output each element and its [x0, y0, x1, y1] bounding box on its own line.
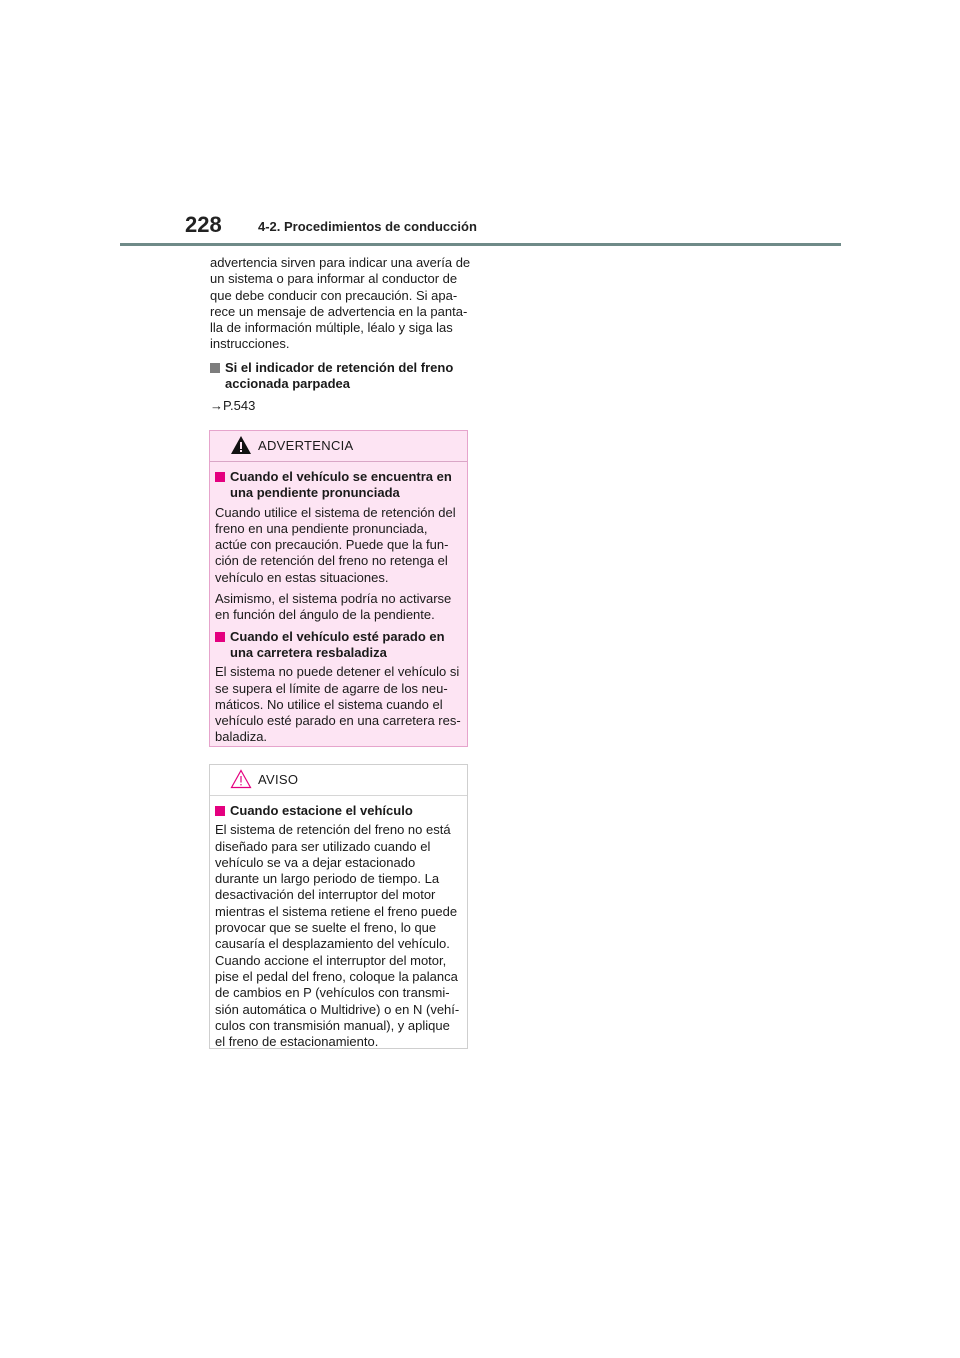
text-line: culos con transmisión manual), y aplique: [215, 1017, 450, 1033]
warning-paragraph: [215, 591, 462, 624]
warning-paragraph: [215, 505, 462, 586]
bullet-square-icon: [210, 363, 220, 373]
text-line: rece un mensaje de advertencia en la panta-: [210, 303, 468, 319]
intro-paragraph: [210, 255, 472, 353]
caution-header: [210, 765, 467, 796]
warning-triangle-icon: [230, 435, 252, 455]
warning-header: [210, 431, 467, 462]
text-line: causaría el desplazamiento del vehículo.: [215, 936, 450, 952]
text-line: sión automática o Multidrive) o en N (vehí-: [215, 1001, 460, 1017]
warning-body: [210, 462, 467, 746]
text-line: lla de información múltiple, léalo y siga las: [210, 320, 453, 336]
intro-column: [210, 255, 472, 415]
header-rule: [120, 243, 841, 246]
text-line: vehículo esté parado en una carretera res-: [215, 713, 461, 729]
subheading-line: Cuando el vehículo se encuentra en: [230, 469, 452, 484]
warning-subheading: [215, 629, 462, 662]
subheading-line: Cuando estacione el vehículo: [230, 803, 413, 818]
caution-triangle-icon: [230, 769, 252, 789]
text-line: en función del ángulo de la pendiente.: [215, 607, 435, 623]
text-line: freno en una pendiente pronunciada,: [215, 520, 428, 536]
text-line: instrucciones.: [210, 336, 290, 352]
text-line: máticos. No utilice el sistema cuando el: [215, 696, 443, 712]
text-line: vehículo se va a dejar estacionado: [215, 854, 416, 870]
caution-box: [209, 764, 468, 1049]
caution-title: AVISO: [258, 772, 299, 787]
warning-title: ADVERTENCIA: [258, 438, 354, 453]
text-line: Asimismo, el sistema podría no activarse: [215, 591, 452, 607]
caution-body: [210, 796, 467, 1050]
text-line: Cuando utilice el sistema de retención del: [215, 504, 456, 520]
text-line: Cuando accione el interruptor del motor,: [215, 952, 447, 968]
text-line: se supera el límite de agarre de los neu-: [215, 680, 448, 696]
text-line: actúe con precaución. Puede que la fun-: [215, 537, 449, 553]
text-line: que debe conducir con precaución. Si apa-: [210, 287, 458, 303]
bullet-square-icon: [215, 632, 225, 642]
text-line: un sistema o para informar al conductor de: [210, 271, 458, 287]
text-line: ción de retención del freno no retenga el: [215, 553, 448, 569]
text-line: advertencia sirven para indicar una avería de: [210, 255, 471, 270]
text-line: El sistema de retención del freno no está: [215, 822, 451, 838]
subheading-line: Cuando el vehículo esté parado en: [230, 628, 445, 644]
warning-paragraph: [215, 664, 462, 745]
text-line: baladiza.: [215, 729, 268, 745]
subheading-line: Si el indicador de retención del freno: [225, 359, 454, 375]
text-line: provocar que se suelte el freno, lo que: [215, 920, 437, 936]
warning-box: [209, 430, 468, 747]
text-line: el freno de estacionamiento.: [215, 1034, 379, 1050]
text-line: de cambios en P (vehículos con transmi-: [215, 985, 450, 1001]
text-line: vehículo en estas situaciones.: [215, 569, 389, 585]
bullet-square-icon: [215, 472, 225, 482]
caution-subheading: [215, 803, 462, 819]
text-line: desactivación del interruptor del motor: [215, 887, 436, 903]
page-number: 228: [185, 212, 222, 237]
subheading-line: accionada parpadea: [225, 376, 350, 392]
subheading-line: una pendiente pronunciada: [230, 485, 400, 501]
text-line: mientras el sistema retiene el freno puede: [215, 903, 458, 919]
text-line: El sistema no puede detener el vehículo si: [215, 664, 460, 680]
section-title: 4-2. Procedimientos de conducción: [258, 219, 477, 234]
text-line: diseñado para ser utilizado cuando el: [215, 838, 431, 854]
subheading: [210, 360, 472, 393]
caution-paragraph: [215, 822, 462, 1050]
subheading-line: una carretera resbaladiza: [230, 644, 387, 660]
bullet-square-icon: [215, 806, 225, 816]
text-line: durante un largo periodo de tiempo. La: [215, 871, 440, 887]
warning-subheading: [215, 469, 462, 502]
page-reference: →P.543: [210, 398, 256, 414]
text-line: pise el pedal del freno, coloque la palanca: [215, 968, 458, 984]
